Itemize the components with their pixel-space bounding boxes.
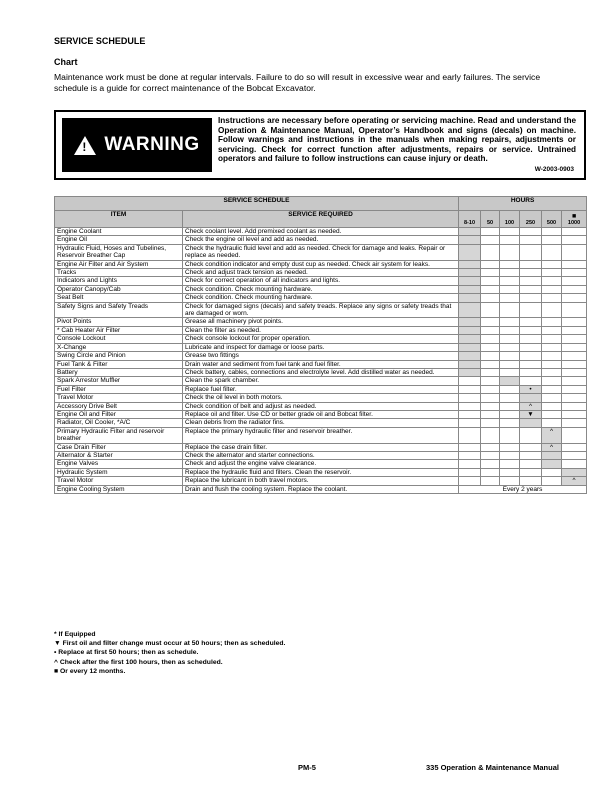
- hours-cell: [520, 294, 542, 302]
- hours-cell: [500, 228, 520, 236]
- hours-cell: [562, 460, 587, 468]
- service-cell: Replace the primary hydraulic filter and reservoir breather.: [183, 427, 459, 443]
- service-cell: Drain water and sediment from fuel tank and fuel filter.: [183, 360, 459, 368]
- hours-cell: [542, 477, 562, 485]
- hours-cell: [542, 318, 562, 326]
- hours-col: 500: [542, 211, 562, 228]
- hours-cell: [542, 236, 562, 244]
- hours-cell: [500, 451, 520, 459]
- table-row: [55, 228, 587, 236]
- hours-cell: [481, 244, 500, 260]
- item-cell: Tracks: [55, 269, 183, 277]
- hours-cell: [562, 352, 587, 360]
- hours-cell: [542, 402, 562, 410]
- hours-cell: [500, 360, 520, 368]
- hours-cell: [481, 260, 500, 268]
- hours-cell: [562, 402, 587, 410]
- item-cell: Primary Hydraulic Filter and reservoir breather: [55, 427, 183, 443]
- table-row: [55, 443, 587, 451]
- manual-title: 335 Operation & Maintenance Manual: [426, 763, 559, 772]
- hours-cell: [459, 277, 481, 285]
- hours-cell: [542, 385, 562, 393]
- hours-cell: [481, 410, 500, 418]
- hours-cell: [562, 302, 587, 318]
- table-row: [55, 419, 587, 427]
- hours-cell: [500, 335, 520, 343]
- hours-cell: [481, 443, 500, 451]
- hours-cell: [500, 377, 520, 385]
- hours-cell: [562, 335, 587, 343]
- hours-cell: [562, 368, 587, 376]
- hours-cell: [520, 326, 542, 334]
- hours-cell: ^: [542, 443, 562, 451]
- item-cell: X-Change: [55, 343, 183, 351]
- hours-cell: [481, 302, 500, 318]
- hours-col: ■ 1000: [562, 211, 587, 228]
- hours-cell: [481, 269, 500, 277]
- table-row: [55, 285, 587, 293]
- hours-cell: [500, 352, 520, 360]
- hours-cell: [500, 277, 520, 285]
- hours-cell: [459, 410, 481, 418]
- service-cell: Clean the spark chamber.: [183, 377, 459, 385]
- hours-cell: [542, 419, 562, 427]
- hours-cell: [481, 402, 500, 410]
- hours-cell: [459, 368, 481, 376]
- service-cell: Check for correct operation of all indicators and lights.: [183, 277, 459, 285]
- hours-cell: [562, 244, 587, 260]
- table-row: [55, 368, 587, 376]
- hours-cell: [500, 326, 520, 334]
- footnote: ▼ First oil and filter change must occur at 50 hours; then as scheduled.: [54, 640, 286, 648]
- service-cell: Check the hydraulic fluid level and add as needed. Check for damage and leaks. Repair or replace as needed.: [183, 244, 459, 260]
- warning-label: WARNING: [104, 134, 200, 155]
- table-row: [55, 451, 587, 459]
- hours-cell: [562, 294, 587, 302]
- service-cell: Drain and flush the cooling system. Replace the coolant.: [183, 485, 459, 493]
- service-cell: Check and adjust the engine valve clearance.: [183, 460, 459, 468]
- service-cell: Check console lockout for proper operation.: [183, 335, 459, 343]
- hours-cell: [520, 343, 542, 351]
- hours-cell: [481, 352, 500, 360]
- twelve-month-mark: ■: [571, 212, 577, 220]
- table-row: [55, 326, 587, 334]
- hours-cell: [459, 377, 481, 385]
- hours-cell: [500, 260, 520, 268]
- table-row: [55, 335, 587, 343]
- hours-cell: [562, 326, 587, 334]
- footnote: • Replace at first 50 hours; then as schedule.: [54, 649, 199, 657]
- hours-cell: [500, 410, 520, 418]
- service-cell: Grease all machinery pivot points.: [183, 318, 459, 326]
- hours-cell: [459, 302, 481, 318]
- hours-cell: [500, 394, 520, 402]
- table-row: [55, 318, 587, 326]
- hours-cell: [459, 285, 481, 293]
- item-cell: * Cab Heater Air Filter: [55, 326, 183, 334]
- item-cell: Engine Oil: [55, 236, 183, 244]
- table-title: SERVICE SCHEDULE: [55, 197, 459, 211]
- hours-cell: [520, 368, 542, 376]
- hours-cell: [481, 236, 500, 244]
- hours-cell: [481, 228, 500, 236]
- hours-cell: [542, 451, 562, 459]
- hours-cell: [520, 269, 542, 277]
- hours-cell: •: [520, 385, 542, 393]
- item-cell: Engine Cooling System: [55, 485, 183, 493]
- hours-cell: [459, 443, 481, 451]
- hours-cell: [500, 460, 520, 468]
- hours-cell: [542, 352, 562, 360]
- hours-cell: [562, 377, 587, 385]
- service-schedule-table: [54, 196, 587, 494]
- hours-cell: [481, 427, 500, 443]
- item-cell: Spark Arrestor Muffler: [55, 377, 183, 385]
- service-cell: Replace the lubricant in both travel motors.: [183, 477, 459, 485]
- item-cell: Swing Circle and Pinion: [55, 352, 183, 360]
- table-row: [55, 410, 587, 418]
- hours-cell: [500, 477, 520, 485]
- hours-cell: [562, 285, 587, 293]
- hours-cell: [520, 460, 542, 468]
- hours-cell: [481, 377, 500, 385]
- table-row: [55, 485, 587, 493]
- hours-cell: [459, 360, 481, 368]
- hours-cell: [500, 443, 520, 451]
- hours-cell: [562, 343, 587, 351]
- section-title: SERVICE SCHEDULE: [54, 36, 146, 46]
- hours-cell: [542, 394, 562, 402]
- hours-cell: [562, 318, 587, 326]
- table-row: [55, 343, 587, 351]
- item-cell: Seat Belt: [55, 294, 183, 302]
- service-cell: Check condition. Check mounting hardware.: [183, 294, 459, 302]
- service-cell: Replace oil and filter. Use CD or better grade oil and Bobcat filter.: [183, 410, 459, 418]
- hours-cell: [500, 402, 520, 410]
- hours-cell: [481, 419, 500, 427]
- hours-cell: [459, 451, 481, 459]
- hours-cell: [542, 269, 562, 277]
- item-cell: Hydraulic System: [55, 468, 183, 476]
- hours-cell: [542, 326, 562, 334]
- hours-cell: [481, 368, 500, 376]
- hours-cell: [542, 468, 562, 476]
- table-row: [55, 236, 587, 244]
- hours-cell: [562, 277, 587, 285]
- service-cell: Check the alternator and starter connections.: [183, 451, 459, 459]
- hours-cell: [500, 468, 520, 476]
- hours-cell: [459, 326, 481, 334]
- hours-cell: [459, 343, 481, 351]
- hours-cell: [459, 352, 481, 360]
- hours-cell: [500, 294, 520, 302]
- hours-cell: [542, 410, 562, 418]
- table-row: [55, 269, 587, 277]
- hours-cell: [542, 343, 562, 351]
- hours-cell: [481, 468, 500, 476]
- hours-cell: [500, 269, 520, 277]
- table-row: [55, 360, 587, 368]
- footnotes: [54, 630, 285, 676]
- hours-col: 250: [520, 211, 542, 228]
- hours-cell: ▼: [520, 410, 542, 418]
- hours-cell: [520, 360, 542, 368]
- table-row: [55, 244, 587, 260]
- hours-cell: [542, 244, 562, 260]
- table-row: [55, 402, 587, 410]
- service-cell: Check battery, cables, connections and electrolyte level. Add distilled water as needed.: [183, 368, 459, 376]
- table-row: [55, 427, 587, 443]
- service-cell: Check condition of belt and adjust as needed.: [183, 402, 459, 410]
- hours-cell: ^: [542, 427, 562, 443]
- hours-cell: [481, 451, 500, 459]
- hours-cell: [542, 460, 562, 468]
- item-cell: Travel Motor: [55, 477, 183, 485]
- table-row: [55, 394, 587, 402]
- table-row: [55, 302, 587, 318]
- hours-cell: [481, 460, 500, 468]
- item-cell: Engine Oil and Filter: [55, 410, 183, 418]
- warning-badge: [62, 118, 212, 172]
- hours-cell: [459, 402, 481, 410]
- hours-cell: [520, 236, 542, 244]
- hours-cell: [500, 236, 520, 244]
- hours-cell: [481, 294, 500, 302]
- item-cell: Indicators and Lights: [55, 277, 183, 285]
- item-cell: Engine Valves: [55, 460, 183, 468]
- item-cell: Fuel Tank & Filter: [55, 360, 183, 368]
- page-number: PM-5: [298, 763, 316, 772]
- warning-box: [54, 110, 586, 180]
- hours-cell: [459, 427, 481, 443]
- hours-cell: [520, 427, 542, 443]
- hours-cell: [520, 419, 542, 427]
- hours-cell: [542, 285, 562, 293]
- hours-cell: [500, 419, 520, 427]
- item-cell: Alternator & Starter: [55, 451, 183, 459]
- table-row: [55, 277, 587, 285]
- item-cell: Accessory Drive Belt: [55, 402, 183, 410]
- hours-cell: [562, 410, 587, 418]
- hours-cell: [459, 318, 481, 326]
- hours-cell: [459, 385, 481, 393]
- hours-cell: [481, 477, 500, 485]
- hours-cell: [520, 318, 542, 326]
- item-cell: Travel Motor: [55, 394, 183, 402]
- service-header: SERVICE REQUIRED: [183, 211, 459, 228]
- item-cell: Pivot Points: [55, 318, 183, 326]
- hours-cell: [459, 394, 481, 402]
- hours-cell: [481, 343, 500, 351]
- item-cell: Engine Coolant: [55, 228, 183, 236]
- hours-cell: [562, 419, 587, 427]
- hours-cell: [562, 228, 587, 236]
- hours-cell: [562, 269, 587, 277]
- service-cell: Check for damaged signs (decals) and safety treads. Replace any signs or safety treads that are damaged or worn.: [183, 302, 459, 318]
- hours-cell: [520, 477, 542, 485]
- table-row: [55, 460, 587, 468]
- footnote: ■ Or every 12 months.: [54, 667, 126, 675]
- hours-cell: [542, 335, 562, 343]
- table-row: [55, 294, 587, 302]
- service-cell: Lubricate and inspect for damage or loose parts.: [183, 343, 459, 351]
- hours-cell: [542, 294, 562, 302]
- service-cell: Replace fuel filter.: [183, 385, 459, 393]
- service-cell: Clean debris from the radiator fins.: [183, 419, 459, 427]
- table-row: [55, 260, 587, 268]
- footnote: ^ Check after the first 100 hours, then as scheduled.: [54, 658, 223, 666]
- hours-cell: [562, 260, 587, 268]
- hours-cell: [542, 377, 562, 385]
- hours-cell: [542, 277, 562, 285]
- hours-cell: [459, 468, 481, 476]
- hours-col: 100: [500, 211, 520, 228]
- hours-cell: [459, 335, 481, 343]
- hours-cell: [562, 360, 587, 368]
- hours-cell: [520, 228, 542, 236]
- hours-cell: [481, 277, 500, 285]
- hours-cell: [481, 394, 500, 402]
- hours-cell: [459, 260, 481, 268]
- service-cell: Check and adjust track tension as needed.: [183, 269, 459, 277]
- hours-cell: [520, 302, 542, 318]
- intro-paragraph: Maintenance work must be done at regular intervals. Failure to do so will result in excessive wear and early failures. The service schedule is a guide for correct maintenance of the Bobcat Excavator.: [54, 72, 541, 93]
- hours-cell: [500, 244, 520, 260]
- hours-cell: [562, 385, 587, 393]
- hours-cell: [542, 228, 562, 236]
- hours-cell: [500, 427, 520, 443]
- hours-cell: [562, 468, 587, 476]
- item-header: ITEM: [55, 211, 183, 228]
- hours-cell: [520, 443, 542, 451]
- hours-cell: [542, 302, 562, 318]
- service-cell: Check coolant level. Add premixed coolant as needed.: [183, 228, 459, 236]
- item-cell: Console Lockout: [55, 335, 183, 343]
- hours-cell: [481, 285, 500, 293]
- warning-text: Instructions are necessary before operating or servicing machine. Read and understand the Operation & Maintenance Manual, Operator’s Handbook and signs (decals) on machine. Follow warnings and instructions in the manuals when making repairs, adjustments or servicing. Check for correct function after adjustments, repairs or service. Untrained operators and failure to follow instructions can cause injury or death.: [218, 116, 576, 164]
- warning-triangle-icon: !: [74, 136, 96, 155]
- hours-cell: [542, 260, 562, 268]
- hours-cell: [520, 335, 542, 343]
- hours-cell: [459, 236, 481, 244]
- hours-cell: [481, 318, 500, 326]
- hours-cell: [562, 236, 587, 244]
- hours-cell: [542, 368, 562, 376]
- service-cell: Check the engine oil level and add as needed.: [183, 236, 459, 244]
- hours-cell: [500, 385, 520, 393]
- table-row: [55, 377, 587, 385]
- hours-col: 50: [481, 211, 500, 228]
- hours-cell: [520, 451, 542, 459]
- hours-cell: [520, 285, 542, 293]
- item-cell: Radiator, Oil Cooler, *A/C: [55, 419, 183, 427]
- hours-cell: [520, 244, 542, 260]
- item-cell: Fuel Filter: [55, 385, 183, 393]
- hours-cell: ^: [520, 402, 542, 410]
- service-cell: Check condition indicator and empty dust cup as needed. Check air system for leaks.: [183, 260, 459, 268]
- hours-cell: [562, 443, 587, 451]
- hours-cell: [459, 460, 481, 468]
- hours-cell: [520, 352, 542, 360]
- table-row: [55, 477, 587, 485]
- hours-cell: [500, 285, 520, 293]
- hours-cell: [481, 335, 500, 343]
- hours-cell: [459, 294, 481, 302]
- item-cell: Hydraulic Fluid, Hoses and Tubelines, Reservoir Breather Cap: [55, 244, 183, 260]
- hours-cell: [500, 368, 520, 376]
- service-cell: Replace the hydraulic fluid and filters. Clean the reservoir.: [183, 468, 459, 476]
- warning-code: W-2003-0903: [534, 166, 574, 173]
- footnote: * If Equipped: [54, 631, 96, 638]
- table-row: [55, 385, 587, 393]
- hours-cell: ^: [562, 477, 587, 485]
- hours-cell: [520, 377, 542, 385]
- hours-cell: [520, 277, 542, 285]
- hours-cell: [562, 451, 587, 459]
- hours-cell: [459, 477, 481, 485]
- service-cell: Check condition. Check mounting hardware.: [183, 285, 459, 293]
- hours-cell: [542, 360, 562, 368]
- hours-cell: [481, 360, 500, 368]
- hours-cell: [562, 427, 587, 443]
- hours-cell: [500, 343, 520, 351]
- hours-col: 8-10: [459, 211, 481, 228]
- item-cell: Engine Air Filter and Air System: [55, 260, 183, 268]
- service-cell: Replace the case drain filter.: [183, 443, 459, 451]
- hours-title: HOURS: [459, 197, 587, 211]
- interval-cell: Every 2 years: [459, 485, 587, 493]
- hours-cell: [459, 419, 481, 427]
- hours-cell: [459, 228, 481, 236]
- item-cell: Safety Signs and Safety Treads: [55, 302, 183, 318]
- hours-cell: [459, 269, 481, 277]
- item-cell: Battery: [55, 368, 183, 376]
- hours-cell: [520, 394, 542, 402]
- service-cell: Clean the filter as needed.: [183, 326, 459, 334]
- hours-cell: [500, 318, 520, 326]
- item-cell: Case Drain Filter: [55, 443, 183, 451]
- hours-cell: [520, 260, 542, 268]
- hours-cell: [562, 394, 587, 402]
- item-cell: Operator Canopy/Cab: [55, 285, 183, 293]
- hours-cell: [481, 385, 500, 393]
- hours-cell: [520, 468, 542, 476]
- table-row: [55, 468, 587, 476]
- hours-cell: [481, 326, 500, 334]
- hours-cell: [459, 244, 481, 260]
- service-cell: Grease two fittings: [183, 352, 459, 360]
- hours-cell: [500, 302, 520, 318]
- subsection-title: Chart: [54, 57, 78, 67]
- service-cell: Check the oil level in both motors.: [183, 394, 459, 402]
- table-row: [55, 352, 587, 360]
